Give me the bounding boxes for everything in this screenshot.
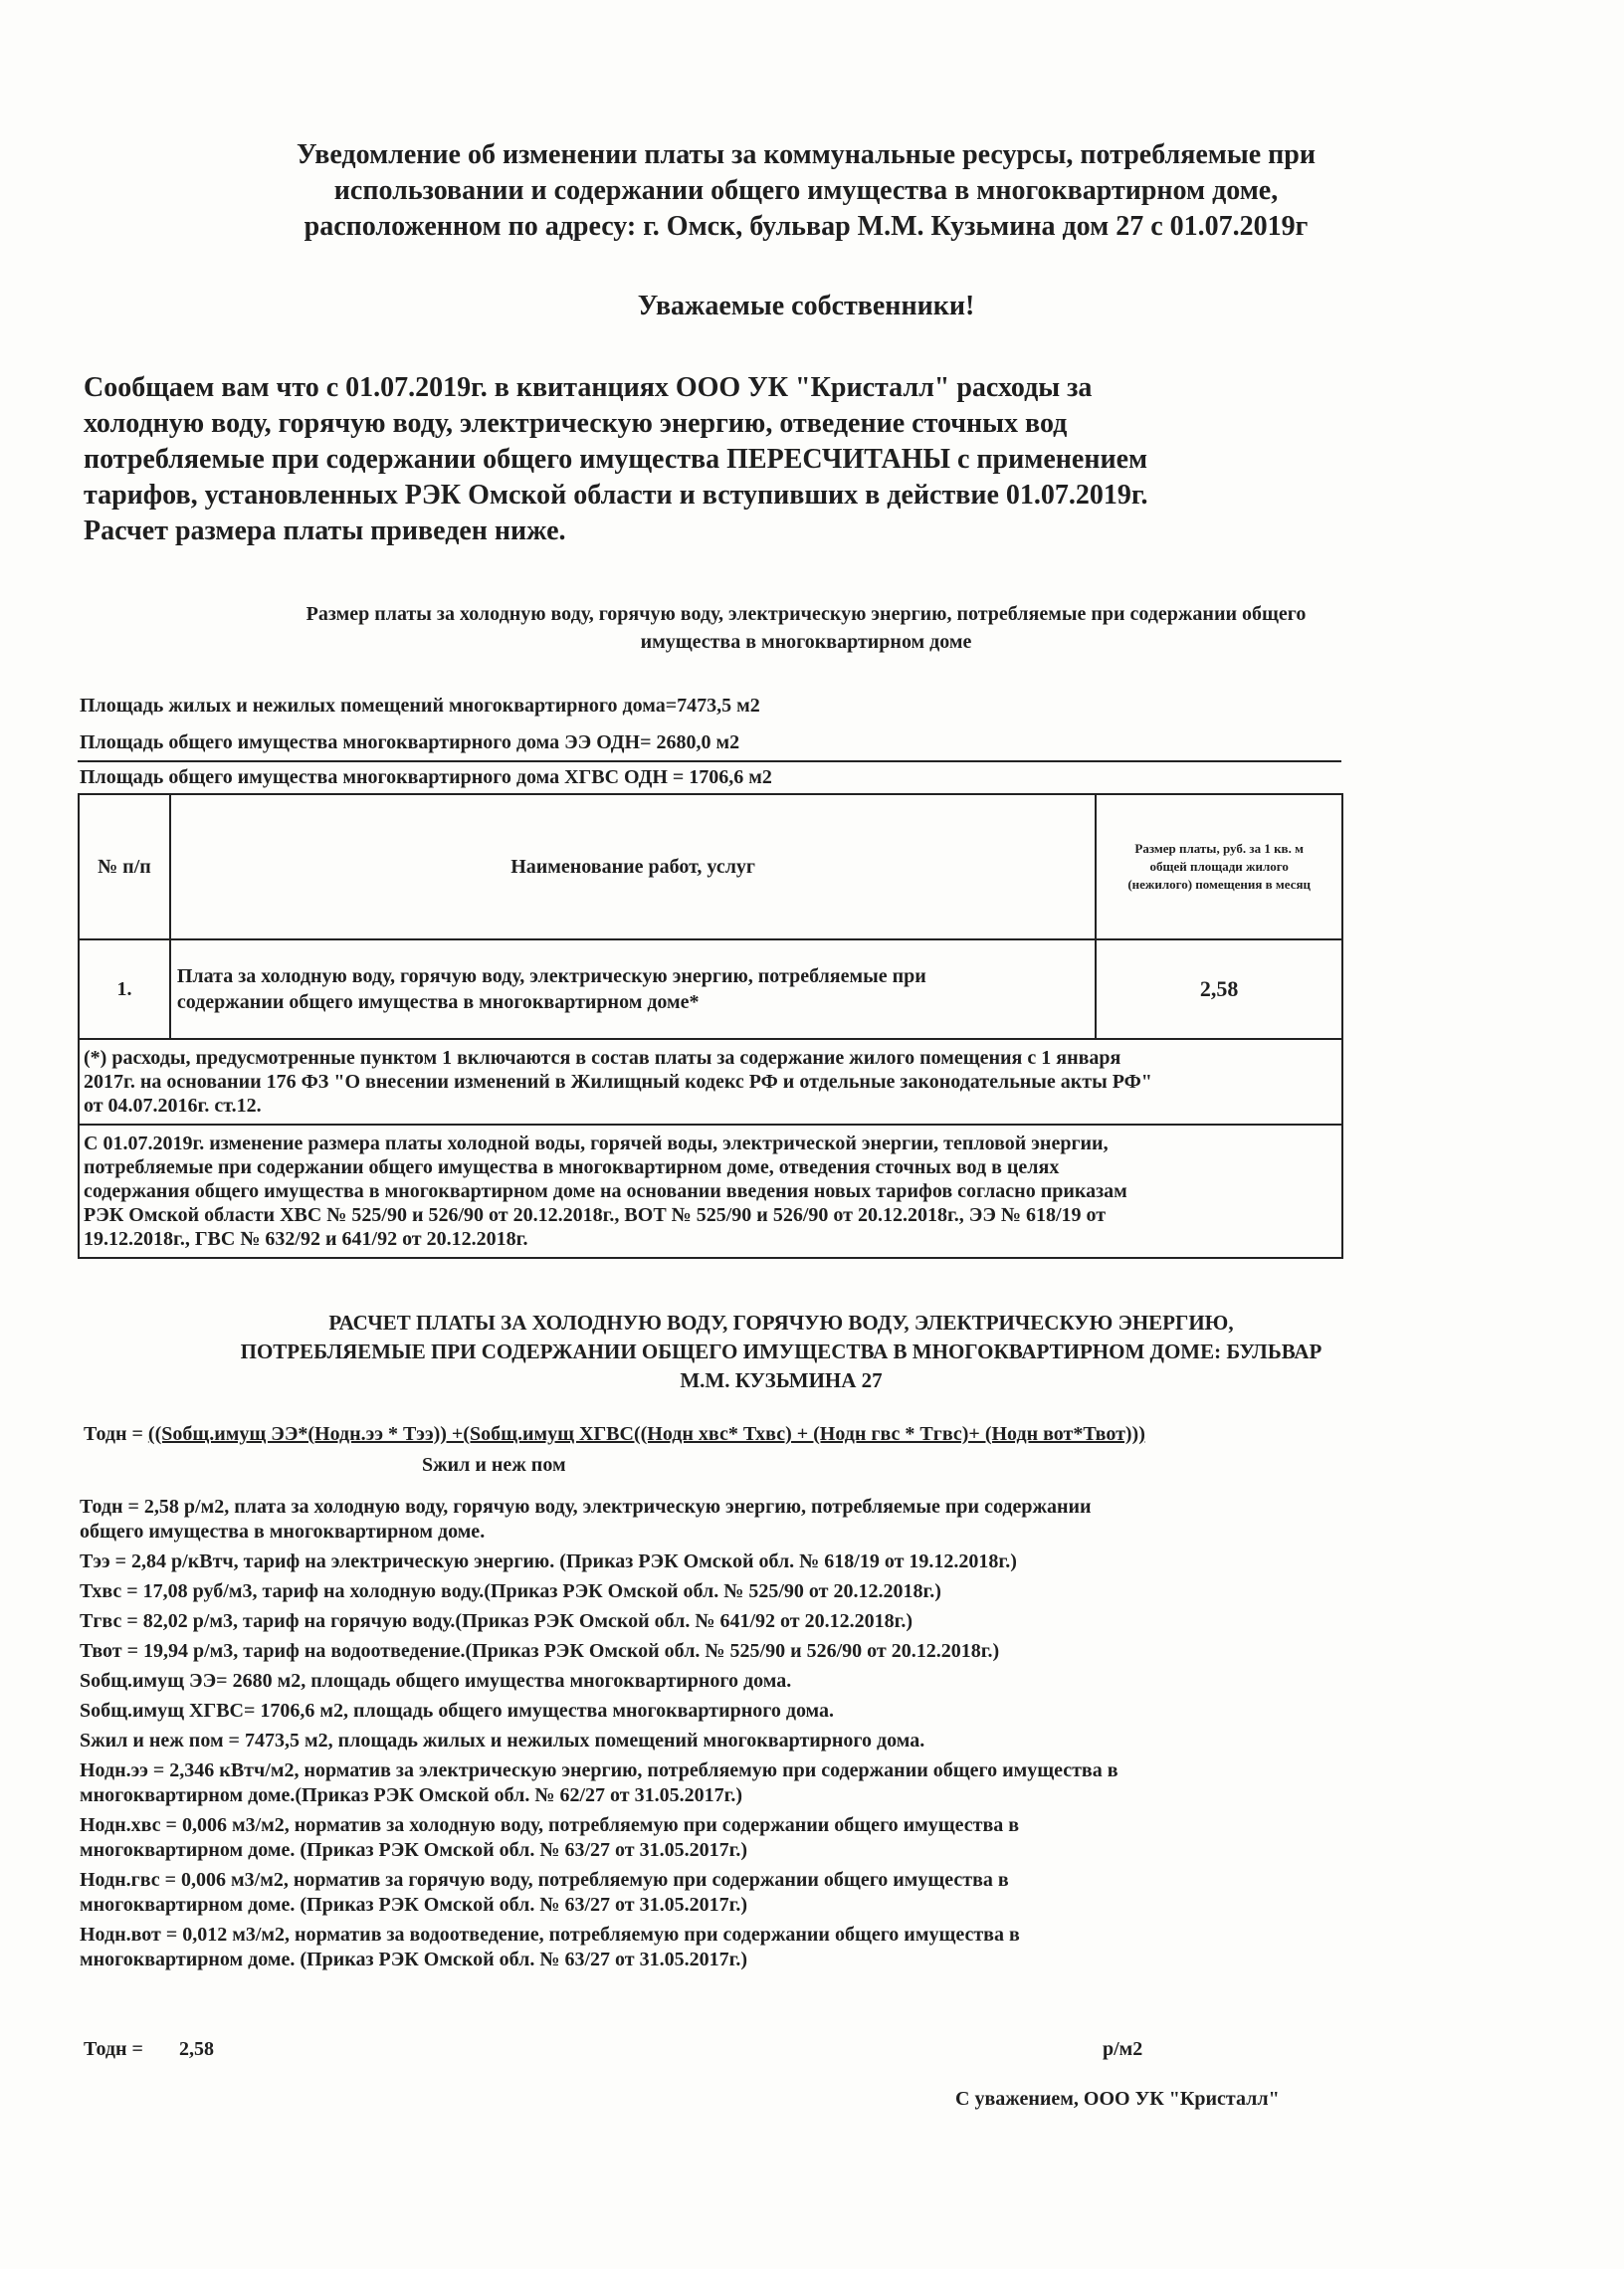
area-hgvs: Площадь общего имущества многоквартирного дома ХГВС ОДН = 1706,6 м2: [80, 766, 772, 788]
result-unit: р/м2: [1103, 2038, 1143, 2060]
row-rate: 2,58: [1096, 939, 1342, 1039]
formula-numerator: ((Sобщ.имущ ЭЭ*(Нодн.ээ * Тээ)) +(Sобщ.имущ ХГВС((Нодн хвс* Тхвс) + (Нодн гвс * Тгвс)+ (Нодн вот*Твот))): [147, 1423, 1145, 1445]
notice-title: Уведомление об изменении платы за коммунальные ресурсы, потребляемые при использовании и содержании общего имущества в многоквартирном доме, расположенном по адресу: г. Омск, бульвар М.М. Кузьмина дом 27 с 01.07.2019г: [297, 139, 1316, 242]
area-total: Площадь жилых и нежилых помещений многоквартирного дома=7473,5 м2: [80, 695, 760, 717]
definition-item: Тээ = 2,84 р/кВтч, тариф на электрическую энергию. (Приказ РЭК Омской обл. № 618/19 от 19.12.2018г.): [80, 1550, 1017, 1572]
table-row: [79, 939, 1342, 1039]
row-num: 1.: [79, 939, 170, 1039]
definition-item: Нодн.гвс = 0,006 м3/м2, норматив за горячую воду, потребляемую при содержании общего имущества в многоквартирном доме. (Приказ РЭК Омской обл. № 63/27 от 31.05.2017г.): [80, 1869, 1009, 1916]
area-ee: Площадь общего имущества многоквартирного дома ЭЭ ОДН= 2680,0 м2: [80, 731, 740, 753]
definition-item: Sжил и неж пом = 7473,5 м2, площадь жилых и нежилых помещений многоквартирного дома.: [80, 1730, 925, 1752]
footnote-row: [79, 1039, 1342, 1125]
definition-item: Нодн.хвс = 0,006 м3/м2, норматив за холодную воду, потребляемую при содержании общего имущества в многоквартирном доме. (Приказ РЭК Омской обл. № 63/27 от 31.05.2017г.): [80, 1814, 1020, 1861]
definition-item: Тодн = 2,58 р/м2, плата за холодную воду, горячую воду, электрическую энергию, потребляемые при содержании общего имущества в многоквартирном доме.: [80, 1496, 1092, 1543]
greeting: Уважаемые собственники!: [637, 291, 975, 321]
row-name: Плата за холодную воду, горячую воду, электрическую энергию, потребляемые при содержании общего имущества в многоквартирном доме*: [170, 939, 1096, 1039]
definition-item: Тгвс = 82,02 р/м3, тариф на горячую воду.(Приказ РЭК Омской обл. № 641/92 от 20.12.2018г.): [80, 1610, 914, 1632]
table-subheading: Размер платы за холодную воду, горячую воду, электрическую энергию, потребляемые при содержании общего имущества в многоквартирном доме: [305, 603, 1307, 653]
calculation-heading: РАСЧЕТ ПЛАТЫ ЗА ХОЛОДНУЮ ВОДУ, ГОРЯЧУЮ ВОДУ, ЭЛЕКТРИЧЕСКУЮ ЭНЕРГИЮ, ПОТРЕБЛЯЕМЫЕ ПРИ СОДЕРЖАНИИ ОБЩЕГО ИМУЩЕСТВА В МНОГОКВАРТИРНОМ ДОМЕ: БУЛЬВАР М.М. КУЗЬМИНА 27: [240, 1311, 1322, 1392]
table-header-row: [79, 794, 1342, 939]
definition-item: Тхвс = 17,08 руб/м3, тариф на холодную воду.(Приказ РЭК Омской обл. № 525/90 от 20.12.2018г.): [80, 1580, 941, 1602]
header-rate: Размер платы, руб. за 1 кв. м общей площади жилого (нежилого) помещения в месяц: [1096, 794, 1342, 939]
definitions-list: [80, 1495, 1413, 1977]
header-name: Наименование работ, услуг: [170, 794, 1096, 939]
definition-item: Твот = 19,94 р/м3, тариф на водоотведение.(Приказ РЭК Омской обл. № 525/90 и 526/90 от 20.12.2018г.): [80, 1640, 1000, 1662]
footnote: (*) расходы, предусмотренные пунктом 1 включаются в состав платы за содержание жилого помещения с 1 января 2017г. на основании 176 ФЗ "О внесении изменений в Жилищный кодекс РФ и отдельные законодательные акты РФ" от 04.07.2016г. ст.12.: [79, 1039, 1342, 1125]
header-num: № п/п: [79, 794, 170, 939]
result-value: 2,58: [179, 2038, 214, 2060]
change-note-row: [79, 1125, 1342, 1258]
definition-item: Нодн.ээ = 2,346 кВтч/м2, норматив за электрическую энергию, потребляемую при содержании общего имущества в многоквартирном доме.(Приказ РЭК Омской обл. № 62/27 от 31.05.2017г.): [80, 1759, 1118, 1806]
definition-item: Sобщ.имущ ЭЭ= 2680 м2, площадь общего имущества многоквартирного дома.: [80, 1670, 792, 1692]
formula: [84, 1423, 1145, 1446]
formula-lhs: Тодн =: [84, 1423, 148, 1445]
definition-item: Sобщ.имущ ХГВС= 1706,6 м2, площадь общего имущества многоквартирного дома.: [80, 1700, 835, 1722]
formula-denominator: Sжил и неж пом: [422, 1454, 566, 1476]
intro-paragraph: Сообщаем вам что с 01.07.2019г. в квитанциях ООО УК "Кристалл" расходы за холодную воду, горячую воду, электрическую энергию, отведение сточных вод потребляемые при содержании общего имущества ПЕРЕСЧИТАНЫ с применением тарифов, установленных РЭК Омской области и вступивших в действие 01.07.2019г. Расчет размера платы приведен ниже.: [84, 372, 1148, 546]
rate-table: [78, 793, 1343, 1259]
signature: С уважением, ООО УК "Кристалл": [955, 2088, 1280, 2110]
result-label: Тодн =: [84, 2038, 143, 2060]
change-note: С 01.07.2019г. изменение размера платы холодной воды, горячей воды, электрической энергии, тепловой энергии, потребляемые при содержании общего имущества в многоквартирном доме, отведения сточных вод в целях содержания общего имущества в многоквартирном доме на основании введения новых тарифов согласно приказам РЭК Омской области ХВС № 525/90 и 526/90 от 20.12.2018г., ВОТ № 525/90 и 526/90 от 20.12.2018г., ЭЭ № 618/19 от 19.12.2018г., ГВС № 632/92 и 641/92 от 20.12.2018г.: [79, 1125, 1342, 1258]
definition-item: Нодн.вот = 0,012 м3/м2, норматив за водоотведение, потребляемую при содержании общего имущества в многоквартирном доме. (Приказ РЭК Омской обл. № 63/27 от 31.05.2017г.): [80, 1924, 1020, 1970]
divider: [78, 760, 1341, 762]
